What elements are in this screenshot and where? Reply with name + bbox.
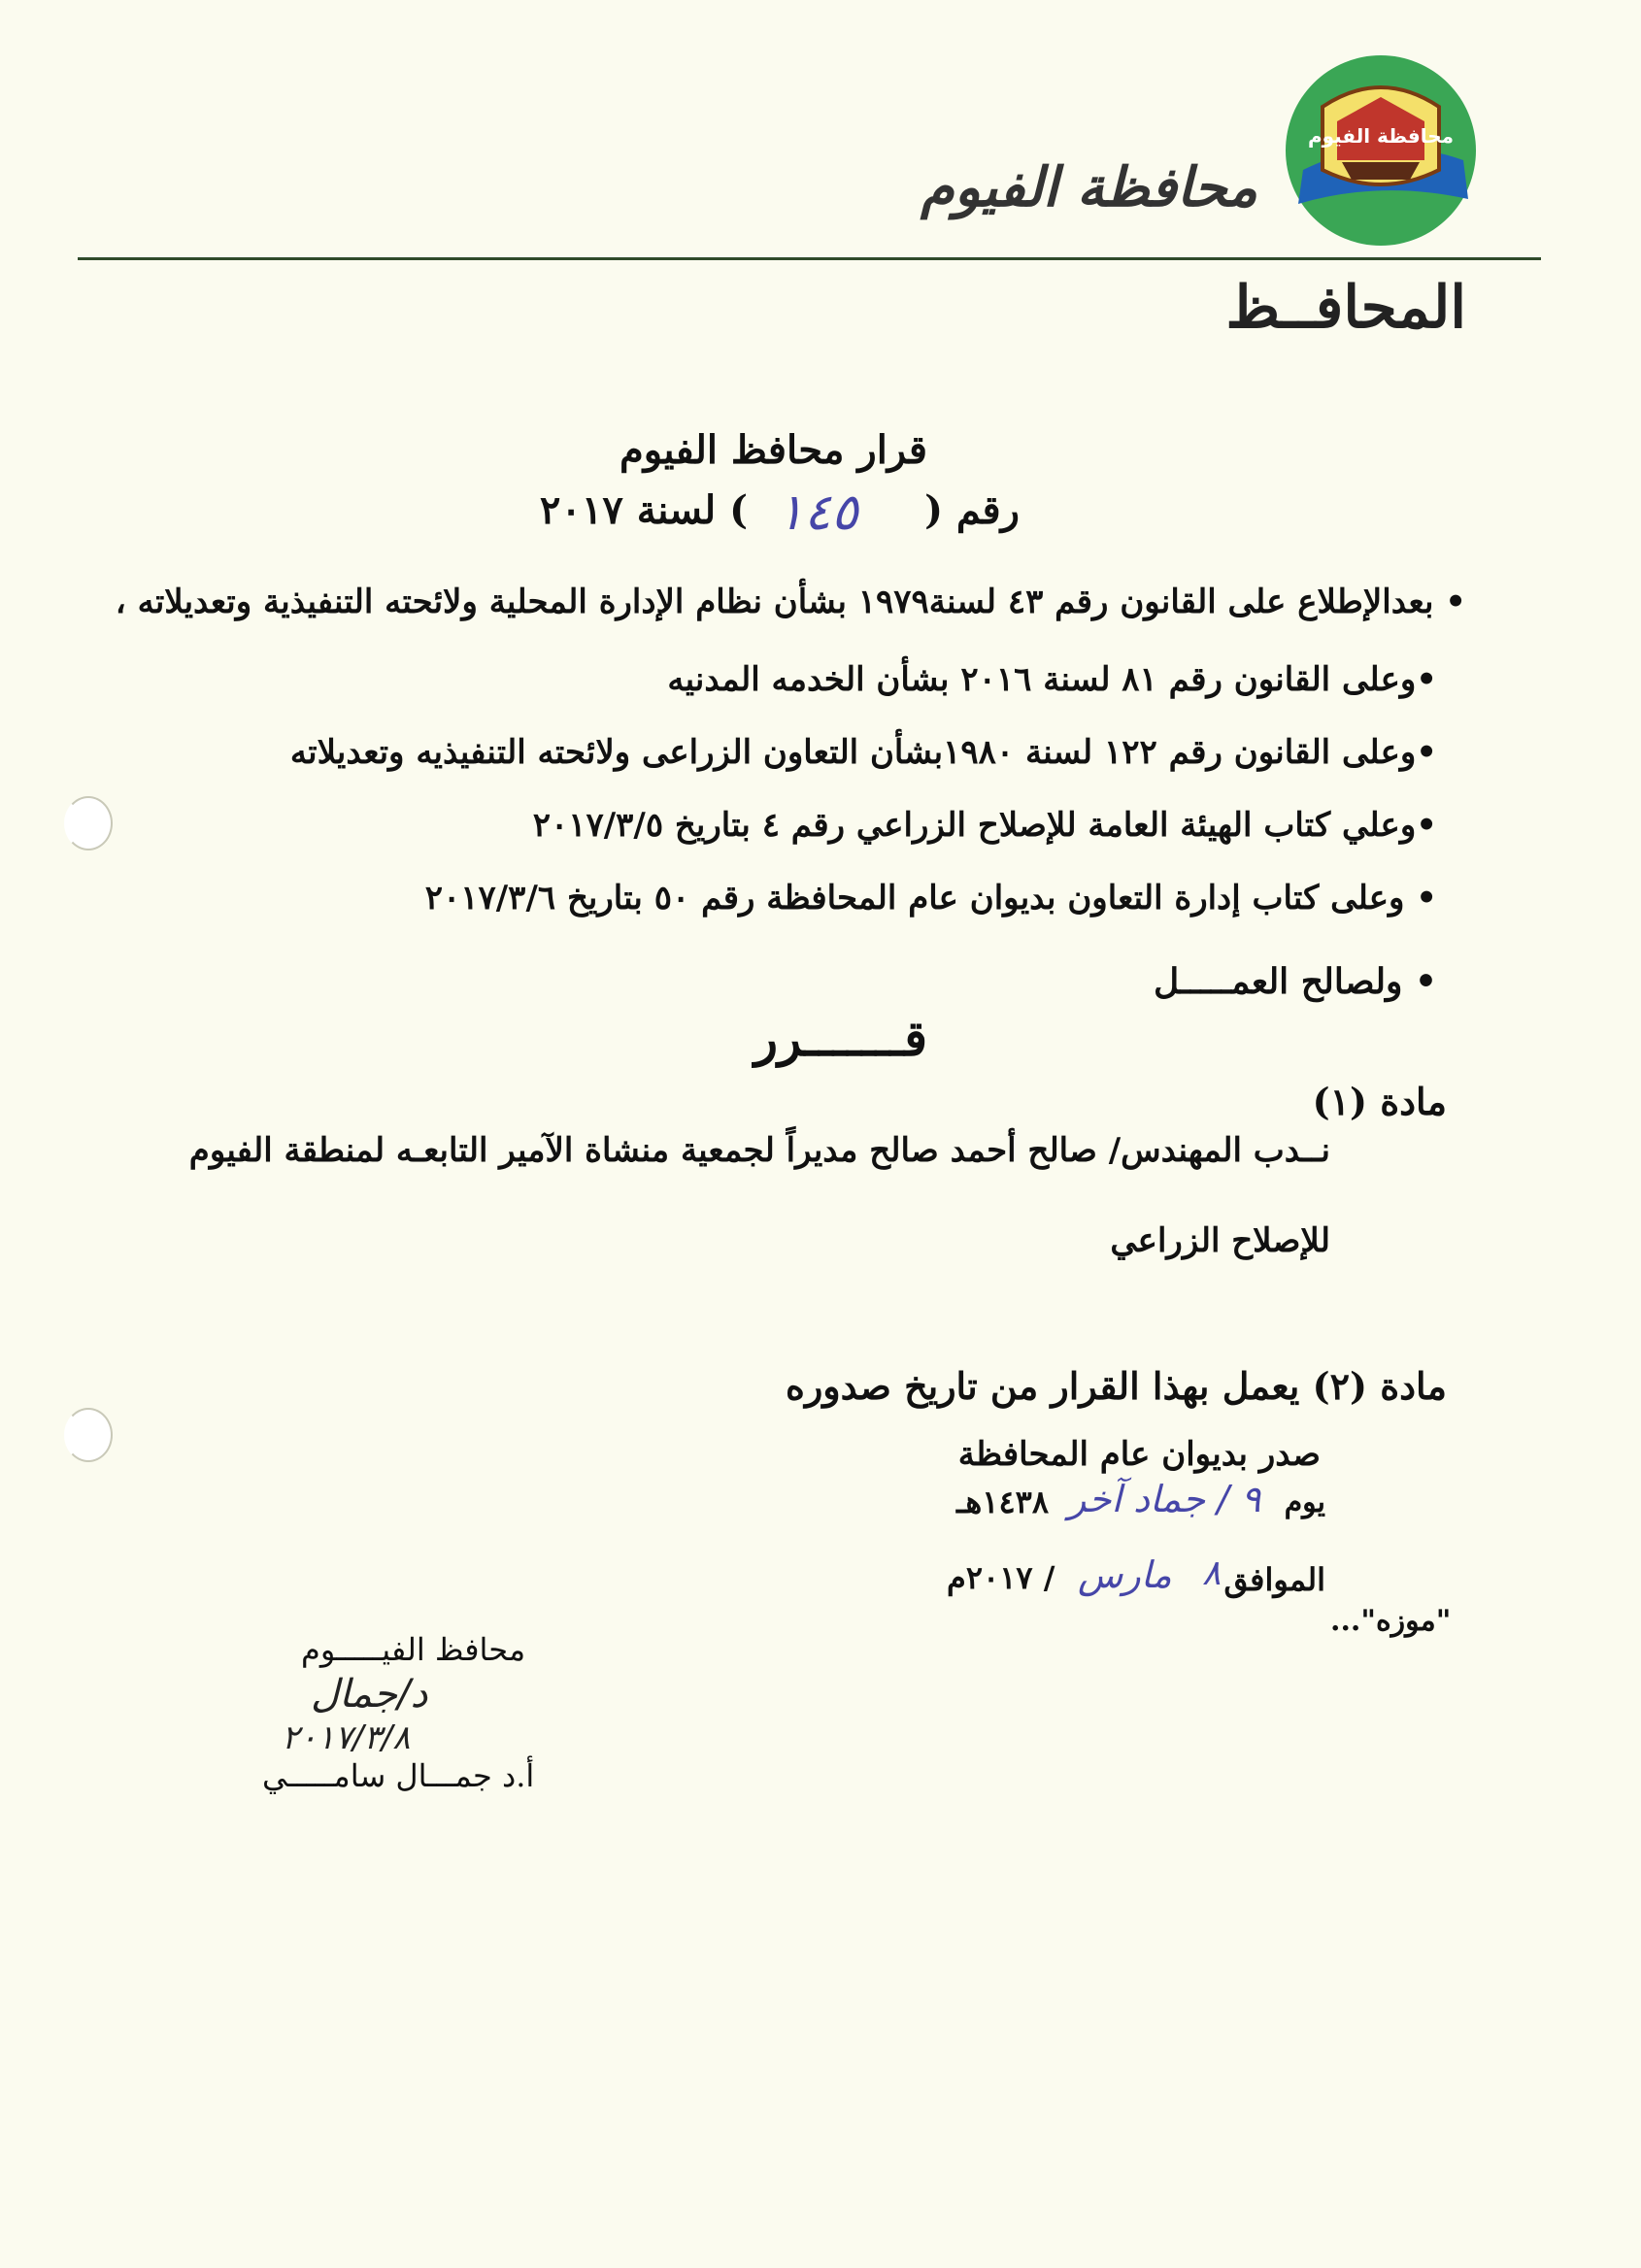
hijri-day-label: يوم: [1284, 1485, 1325, 1519]
governorate-logo: [1284, 53, 1478, 248]
typist-initials: "موزه"...: [1330, 1604, 1452, 1638]
governorate-name: محافظة الفيوم: [921, 155, 1257, 219]
greg-month-handwritten: مارس: [1078, 1553, 1172, 1596]
preamble-line-5: • وعلى كتاب إدارة التعاون بديوان عام المحافظة رقم ٥٠ بتاريخ ٢٠١٧/٣/٦: [424, 879, 1437, 917]
header-rule: [78, 257, 1541, 260]
article-2: مادة (٢) يعمل بهذا القرار من تاريخ صدوره: [786, 1364, 1447, 1408]
article-1-line-1: نــدب المهندس/ صالح أحمد صالح مديراً لجمعية منشاة الآمير التابعـه لمنطقة الفيوم: [188, 1131, 1330, 1170]
greg-day-handwritten: ٨: [1202, 1553, 1222, 1593]
hijri-year: ١٤٣٨هـ: [956, 1484, 1049, 1520]
signature-scrawl: د/جمال: [311, 1672, 428, 1717]
greg-year: / ٢٠١٧م: [947, 1559, 1055, 1596]
signer-name: أ.د جمـــال سامـــــي: [262, 1757, 535, 1794]
punch-hole-bottom: [64, 1408, 113, 1462]
signature-title: محافظ الفيـــــوم: [301, 1631, 526, 1668]
preamble-line-4: •وعلي كتاب الهيئة العامة للإصلاح الزراعي رقم ٤ بتاريخ ٢٠١٧/٣/٥: [532, 806, 1437, 845]
article-1-label: مادة (١): [1312, 1080, 1447, 1123]
decree-number-prefix: رقم (: [924, 487, 1020, 533]
signature-date-handwritten: ٢٠١٧/٣/٨: [282, 1718, 411, 1757]
issued-at: صدر بديوان عام المحافظة: [957, 1435, 1321, 1474]
logo-text: محافظة الفيوم: [1307, 124, 1455, 148]
preamble-line-1: • بعدالإطلاع على القانون رقم ٤٣ لسنة١٩٧٩ بشأن نظام الإدارة المحلية ولائحته التنفيذية وتعديلاته ،: [115, 583, 1466, 621]
preamble-line-3: •وعلى القانون رقم ١٢٢ لسنة ١٩٨٠بشأن التعاون الزراعى ولائحته التنفيذيه وتعديلاته: [289, 733, 1437, 772]
corresponding-label: الموافق: [1223, 1561, 1325, 1598]
preamble-line-6: • ولصالح العمـــــل: [1154, 961, 1437, 1002]
decree-number-suffix: ) لسنة ٢٠١٧: [539, 487, 748, 533]
hijri-date-handwritten: ٩ / جماد آخر: [1068, 1478, 1261, 1520]
decree-title: قرار محافظ الفيوم: [619, 427, 927, 473]
punch-hole-top: [64, 796, 113, 850]
article-1-line-2: للإصلاح الزراعي: [1110, 1221, 1330, 1260]
decision-heading: قـــــــرر: [754, 1010, 927, 1067]
decree-number-handwritten: ١٤٥: [777, 484, 858, 542]
preamble-line-2: •وعلى القانون رقم ٨١ لسنة ٢٠١٦ بشأن الخدمه المدنيه: [667, 660, 1437, 699]
office-title: المحافــظ: [1225, 274, 1466, 342]
